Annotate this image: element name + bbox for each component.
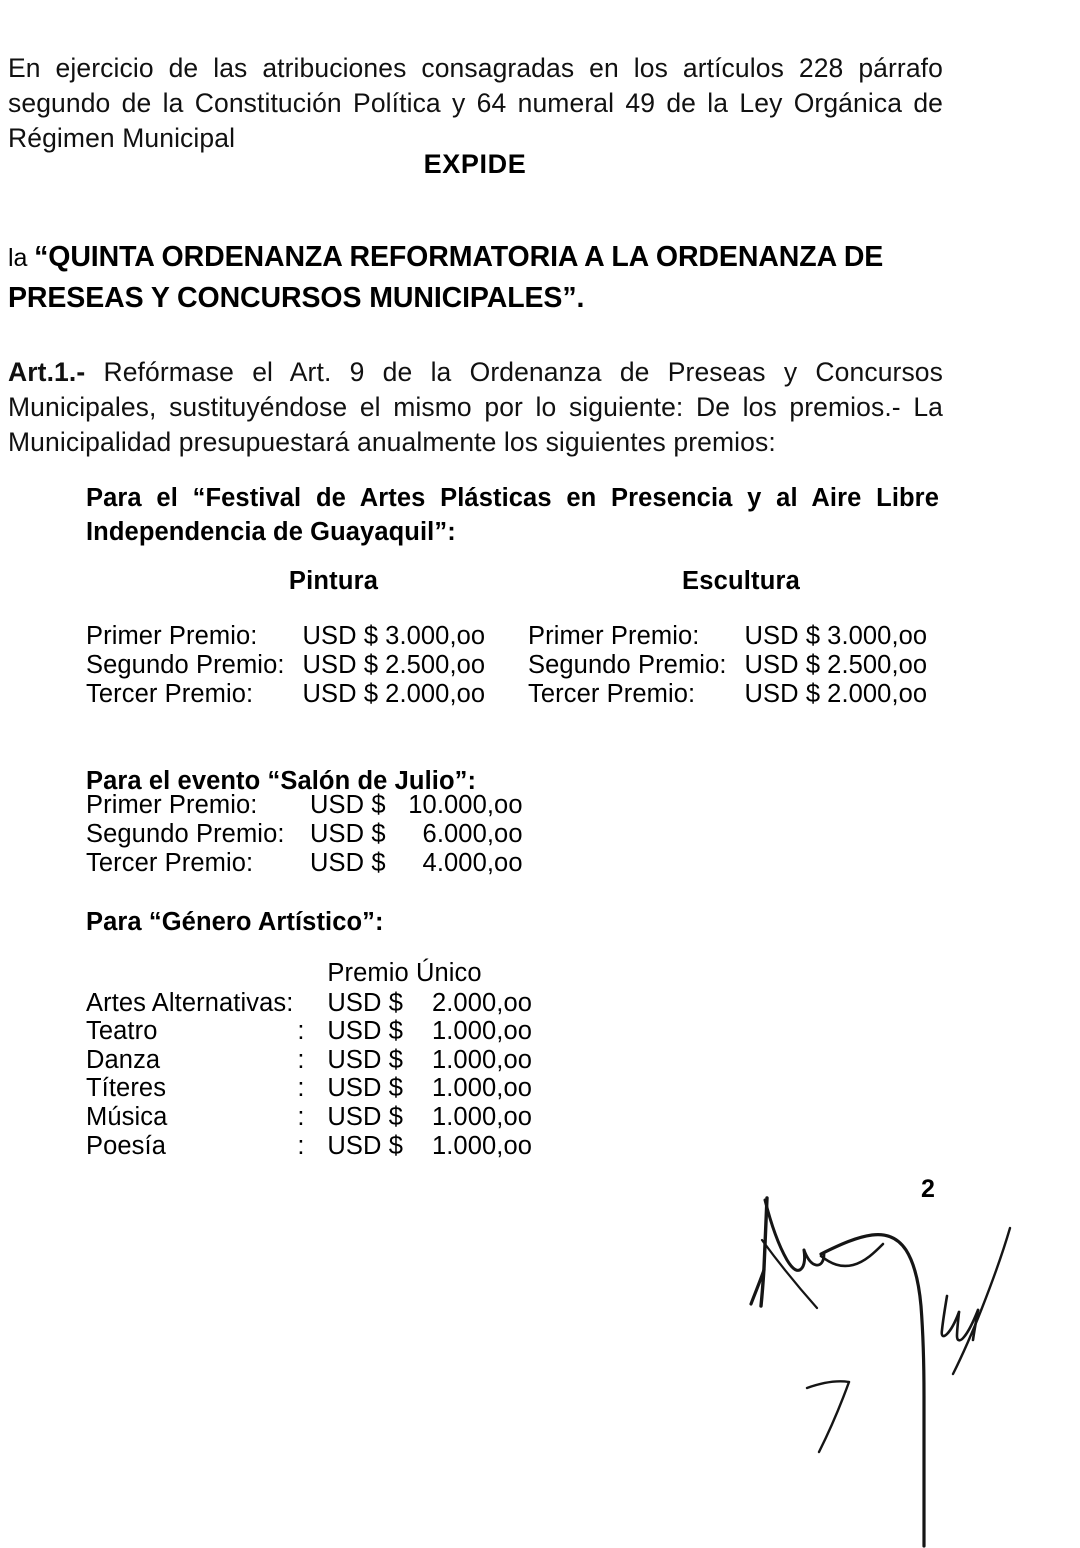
- prize-label: Primer Premio:: [86, 791, 258, 819]
- table-row: [86, 1046, 532, 1075]
- genero-colon: :: [297, 1045, 305, 1074]
- genero-amount: 1.000,oo: [431, 1017, 533, 1046]
- genero-label: Teatro: [86, 1017, 158, 1046]
- prize-amount: 2.000,oo: [385, 680, 486, 708]
- genero-amount: 1.000,oo: [431, 1045, 533, 1074]
- table-header-row: [86, 959, 532, 989]
- prize-amount: 4.000,oo: [422, 849, 523, 877]
- prize-currency: USD $: [310, 849, 386, 877]
- article-1-text: Refórmase el Art. 9 de la Ordenanza de Preseas y Concursos Municipales, sustituyéndose el mismo por lo siguiente: De los premios.- La Municipalidad presupuestará anualmente los siguientes premios:: [8, 356, 943, 457]
- genero-amount: 1.000,oo: [431, 1131, 533, 1160]
- genero-colon: :: [297, 1017, 305, 1046]
- genero-currency: USD $: [327, 1131, 404, 1160]
- ordinance-title-text: “QUINTA ORDENANZA REFORMATORIA A LA ORDENANZA DE PRESEAS Y CONCURSOS MUNICIPALES”.: [8, 241, 884, 315]
- article-1-label: Art.1.-: [8, 356, 86, 387]
- genero-currency: USD $: [327, 1017, 404, 1046]
- spacer-cell: [297, 959, 327, 989]
- genero-amount: 2.000,oo: [431, 988, 533, 1017]
- expide-heading: EXPIDE: [423, 149, 527, 179]
- prize-label: Primer Premio:: [86, 622, 258, 650]
- prize-currency: USD $: [302, 622, 379, 650]
- prize-label: Tercer Premio:: [86, 680, 254, 708]
- signature-ink: [735, 1180, 1080, 1548]
- page-number: 2: [921, 1175, 935, 1203]
- prize-amount: 2.500,oo: [385, 651, 486, 679]
- prize-currency: USD $: [310, 820, 386, 848]
- genero-label: Danza: [86, 1045, 161, 1074]
- genero-amount: 1.000,oo: [431, 1074, 533, 1103]
- table-row: [86, 791, 523, 820]
- prize-currency: USD $: [310, 791, 386, 819]
- table-row: [528, 651, 927, 680]
- genero-artistico-heading: Para “Género Artístico”:: [86, 908, 384, 936]
- prize-label: Tercer Premio:: [86, 849, 254, 877]
- salon-de-julio-prize-table: [86, 791, 523, 878]
- genero-currency: USD $: [327, 1102, 404, 1131]
- prize-amount: 10.000,oo: [408, 791, 523, 819]
- prize-label: Segundo Premio:: [528, 651, 727, 679]
- table-row: [86, 849, 523, 878]
- table-row: [528, 680, 927, 709]
- ordinance-title: [8, 237, 953, 318]
- prize-label: Primer Premio:: [528, 622, 700, 650]
- table-row: [86, 989, 532, 1018]
- table-row: [528, 622, 927, 651]
- table-row: [86, 1074, 532, 1103]
- prize-currency: USD $: [302, 651, 379, 679]
- prize-amount: 3.000,oo: [385, 622, 486, 650]
- table-row: [86, 1017, 532, 1046]
- prize-amount: 2.500,oo: [827, 651, 928, 679]
- prize-amount: 2.000,oo: [827, 680, 928, 708]
- prize-currency: USD $: [302, 680, 379, 708]
- column-header-pintura: Pintura: [288, 567, 379, 595]
- genero-artistico-table: [86, 959, 532, 1160]
- prize-amount: 6.000,oo: [422, 820, 523, 848]
- genero-label: Poesía: [86, 1131, 166, 1160]
- genero-colon: :: [297, 1131, 305, 1160]
- table-row: [86, 1103, 532, 1132]
- table-row: [86, 622, 485, 651]
- ordinance-title-prefix: la: [8, 244, 35, 273]
- pintura-prize-table: [86, 622, 485, 709]
- genero-currency: USD $: [327, 1045, 404, 1074]
- spacer-cell: [86, 959, 297, 989]
- genero-amount: 1.000,oo: [431, 1102, 533, 1131]
- genero-label: Títeres: [86, 1074, 167, 1103]
- intro-paragraph: En ejercicio de las atribuciones consagradas en los artículos 228 párrafo segundo de la Constitución Política y 64 numeral 49 de la Ley Orgánica de Régimen Municipal: [8, 52, 943, 153]
- prize-currency: USD $: [744, 622, 821, 650]
- genero-colon: :: [297, 1102, 305, 1131]
- prize-label: Tercer Premio:: [528, 680, 696, 708]
- article-1-paragraph: [8, 355, 943, 460]
- genero-colon: [297, 989, 327, 1018]
- handwritten-signature: [735, 1180, 1080, 1548]
- table-row: [86, 820, 523, 849]
- column-header-premio-unico: Premio Único: [327, 959, 482, 987]
- escultura-prize-table: [528, 622, 927, 709]
- table-row: [86, 651, 485, 680]
- table-row: [86, 1132, 532, 1161]
- genero-label: Música: [86, 1102, 168, 1131]
- genero-colon: :: [297, 1074, 305, 1103]
- prize-label: Segundo Premio:: [86, 820, 285, 848]
- festival-section-heading: Para el “Festival de Artes Plásticas en Presencia y al Aire Libre Independencia de Guayaquil”:: [86, 484, 939, 546]
- festival-column-headers: [86, 567, 946, 596]
- prize-amount: 3.000,oo: [827, 622, 928, 650]
- prize-currency: USD $: [744, 651, 821, 679]
- genero-label: Artes Alternativas:: [86, 988, 294, 1017]
- column-header-escultura: Escultura: [681, 567, 800, 595]
- prize-currency: USD $: [744, 680, 821, 708]
- prize-label: Segundo Premio:: [86, 651, 285, 679]
- table-row: [86, 680, 485, 709]
- genero-currency: USD $: [327, 1074, 404, 1103]
- salon-de-julio-heading: Para el evento “Salón de Julio”:: [86, 767, 477, 795]
- genero-currency: USD $: [327, 988, 404, 1017]
